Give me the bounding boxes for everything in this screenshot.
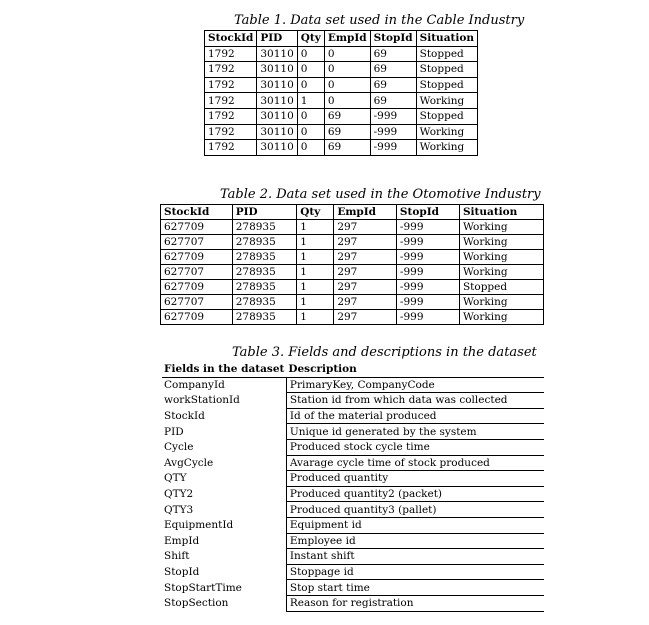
table-cell: 297 (334, 310, 397, 325)
field-description-cell: Produced quantity2 (packet) (286, 486, 544, 502)
table1-header-cell: StopId (370, 31, 416, 47)
table-cell: 297 (334, 265, 397, 280)
table-cell: 627707 (161, 235, 233, 250)
table-row (162, 502, 544, 518)
table1-caption: Table 1. Data set used in the Cable Industry (234, 13, 525, 28)
table-cell: -999 (396, 250, 459, 265)
table-cell: 1792 (205, 140, 257, 156)
table-cell: -999 (396, 280, 459, 295)
table-cell: 627709 (161, 310, 233, 325)
table3-caption: Table 3. Fields and descriptions in the dataset (232, 345, 537, 360)
table-cell: 69 (370, 93, 416, 109)
field-name-cell: PID (162, 424, 286, 440)
field-description-cell: Produced quantity3 (pallet) (286, 502, 544, 518)
table-cell: 30110 (257, 77, 297, 93)
table-cell: -999 (396, 220, 459, 235)
table1-header-cell: Qty (297, 31, 324, 47)
field-description-cell: Employee id (286, 533, 544, 549)
field-name-cell: StopSection (162, 595, 286, 611)
table-cell: 0 (324, 93, 370, 109)
table-cell: -999 (396, 310, 459, 325)
table-row (205, 46, 478, 62)
table-cell: 1 (297, 93, 324, 109)
table-cell: 0 (297, 108, 324, 124)
table1 (204, 30, 478, 156)
field-description-cell: Reason for registration (286, 595, 544, 611)
table-cell: 627709 (161, 280, 233, 295)
table3-body (162, 377, 544, 611)
table-row (162, 408, 544, 424)
field-name-cell: workStationId (162, 393, 286, 409)
table-cell: 0 (297, 46, 324, 62)
table-cell: 30110 (257, 124, 297, 140)
table1-body (205, 46, 478, 155)
table-cell: 1792 (205, 108, 257, 124)
table-cell: 0 (297, 140, 324, 156)
table-row (162, 455, 544, 471)
field-description-cell: Id of the material produced (286, 408, 544, 424)
table-cell: 0 (324, 46, 370, 62)
table-cell: 1792 (205, 124, 257, 140)
table-cell: 1792 (205, 77, 257, 93)
table-row (162, 393, 544, 409)
table-cell: 1 (297, 250, 334, 265)
table-cell: 278935 (232, 265, 296, 280)
table3-header-cell: Fields in the dataset (164, 363, 285, 376)
table-cell: 297 (334, 235, 397, 250)
table2-caption: Table 2. Data set used in the Otomotive Industry (220, 187, 541, 202)
table-cell: 627709 (161, 220, 233, 235)
field-description-cell: PrimaryKey, CompanyCode (286, 377, 544, 393)
table-cell: 30110 (257, 62, 297, 78)
table2-header-cell: StopId (396, 205, 459, 220)
table-row (162, 439, 544, 455)
table-cell: 69 (370, 46, 416, 62)
field-name-cell: StockId (162, 408, 286, 424)
table-cell: Working (459, 310, 543, 325)
table-cell: Working (416, 93, 477, 109)
table-row (162, 377, 544, 393)
table-cell: 278935 (232, 250, 296, 265)
table-cell: 1792 (205, 62, 257, 78)
table-cell: 297 (334, 250, 397, 265)
table-cell: 69 (324, 140, 370, 156)
table2-header-cell: EmpId (334, 205, 397, 220)
table-cell: 0 (297, 62, 324, 78)
table-cell: 627707 (161, 265, 233, 280)
table-cell: 0 (297, 124, 324, 140)
table-cell: 297 (334, 220, 397, 235)
table-cell: 627709 (161, 250, 233, 265)
table-row (205, 77, 478, 93)
table-row (161, 265, 544, 280)
table-row (161, 250, 544, 265)
table1-header-cell: EmpId (324, 31, 370, 47)
field-name-cell: Shift (162, 549, 286, 565)
table2-header-cell: StockId (161, 205, 233, 220)
table-row (162, 533, 544, 549)
table-cell: 0 (324, 77, 370, 93)
table-row (205, 62, 478, 78)
table-cell: 69 (370, 62, 416, 78)
table2-header-cell: PID (232, 205, 296, 220)
table-cell: 278935 (232, 220, 296, 235)
table-row (162, 424, 544, 440)
table-row (161, 310, 544, 325)
table-cell: 1 (297, 280, 334, 295)
table-cell: 1 (297, 310, 334, 325)
table3-header-cell: Description (286, 362, 544, 377)
table-cell: 0 (324, 62, 370, 78)
table-cell: -999 (396, 235, 459, 250)
field-name-cell: AvgCycle (162, 455, 286, 471)
table-cell: -999 (370, 108, 416, 124)
table-cell: -999 (396, 265, 459, 280)
table2-header-row (161, 205, 544, 220)
table-cell: 0 (297, 77, 324, 93)
table-cell: Stopped (459, 280, 543, 295)
table-cell: Stopped (416, 108, 477, 124)
table-cell: Working (459, 220, 543, 235)
table-cell: 30110 (257, 46, 297, 62)
table-cell: 30110 (257, 108, 297, 124)
table-cell: 278935 (232, 310, 296, 325)
table-cell: Working (416, 124, 477, 140)
table-row (161, 220, 544, 235)
table-cell: Working (459, 250, 543, 265)
field-name-cell: StopStartTime (162, 580, 286, 596)
table-row (162, 517, 544, 533)
field-description-cell: Stop start time (286, 580, 544, 596)
table-cell: Stopped (416, 46, 477, 62)
table-cell: 1 (297, 295, 334, 310)
field-name-cell: EquipmentId (162, 517, 286, 533)
field-description-cell: Station id from which data was collected (286, 393, 544, 409)
field-description-cell: Produced stock cycle time (286, 439, 544, 455)
table3 (162, 362, 544, 612)
table-cell: 278935 (232, 280, 296, 295)
table-cell: 1792 (205, 93, 257, 109)
table-cell: -999 (370, 140, 416, 156)
table-cell: 297 (334, 295, 397, 310)
table2 (160, 204, 544, 325)
table-row (162, 549, 544, 565)
table-row (205, 93, 478, 109)
field-name-cell: QTY2 (162, 486, 286, 502)
table-row (205, 124, 478, 140)
field-name-cell: QTY3 (162, 502, 286, 518)
field-name-cell: QTY (162, 471, 286, 487)
table-row (161, 280, 544, 295)
table-row (162, 564, 544, 580)
table-cell: 30110 (257, 140, 297, 156)
table-row (162, 486, 544, 502)
table-row (161, 235, 544, 250)
table-cell: -999 (396, 295, 459, 310)
field-name-cell: EmpId (162, 533, 286, 549)
table-cell: Working (459, 265, 543, 280)
field-description-cell: Equipment id (286, 517, 544, 533)
table-row (205, 140, 478, 156)
table-cell: 30110 (257, 93, 297, 109)
table1-header-row (205, 31, 478, 47)
table-cell: Working (459, 295, 543, 310)
table-cell: Working (459, 235, 543, 250)
table-cell: 1 (297, 265, 334, 280)
table-cell: 1 (297, 220, 334, 235)
table-cell: Stopped (416, 77, 477, 93)
field-description-cell: Avarage cycle time of stock produced (286, 455, 544, 471)
table-cell: 278935 (232, 295, 296, 310)
table-cell: 278935 (232, 235, 296, 250)
table-cell: Stopped (416, 62, 477, 78)
table-cell: 69 (324, 124, 370, 140)
table-cell: Working (416, 140, 477, 156)
field-description-cell: Produced quantity (286, 471, 544, 487)
field-description-cell: Instant shift (286, 549, 544, 565)
table1-header-cell: PID (257, 31, 297, 47)
field-name-cell: CompanyId (162, 377, 286, 393)
table2-header-cell: Situation (459, 205, 543, 220)
field-name-cell: Cycle (162, 439, 286, 455)
table-cell: 627707 (161, 295, 233, 310)
table-row (162, 580, 544, 596)
table-row (162, 595, 544, 611)
table-cell: 69 (370, 77, 416, 93)
table-row (161, 295, 544, 310)
field-name-cell: StopId (162, 564, 286, 580)
table-cell: 1 (297, 235, 334, 250)
table2-header-cell: Qty (297, 205, 334, 220)
table-cell: 297 (334, 280, 397, 295)
field-description-cell: Unique id generated by the system (286, 424, 544, 440)
table1-header-cell: StockId (205, 31, 257, 47)
table-row (162, 471, 544, 487)
table-cell: 1792 (205, 46, 257, 62)
table-cell: 69 (324, 108, 370, 124)
table1-header-cell: Situation (416, 31, 477, 47)
table2-body (161, 220, 544, 325)
field-description-cell: Stoppage id (286, 564, 544, 580)
table3-header-row (162, 362, 544, 377)
table-row (205, 108, 478, 124)
table-cell: -999 (370, 124, 416, 140)
